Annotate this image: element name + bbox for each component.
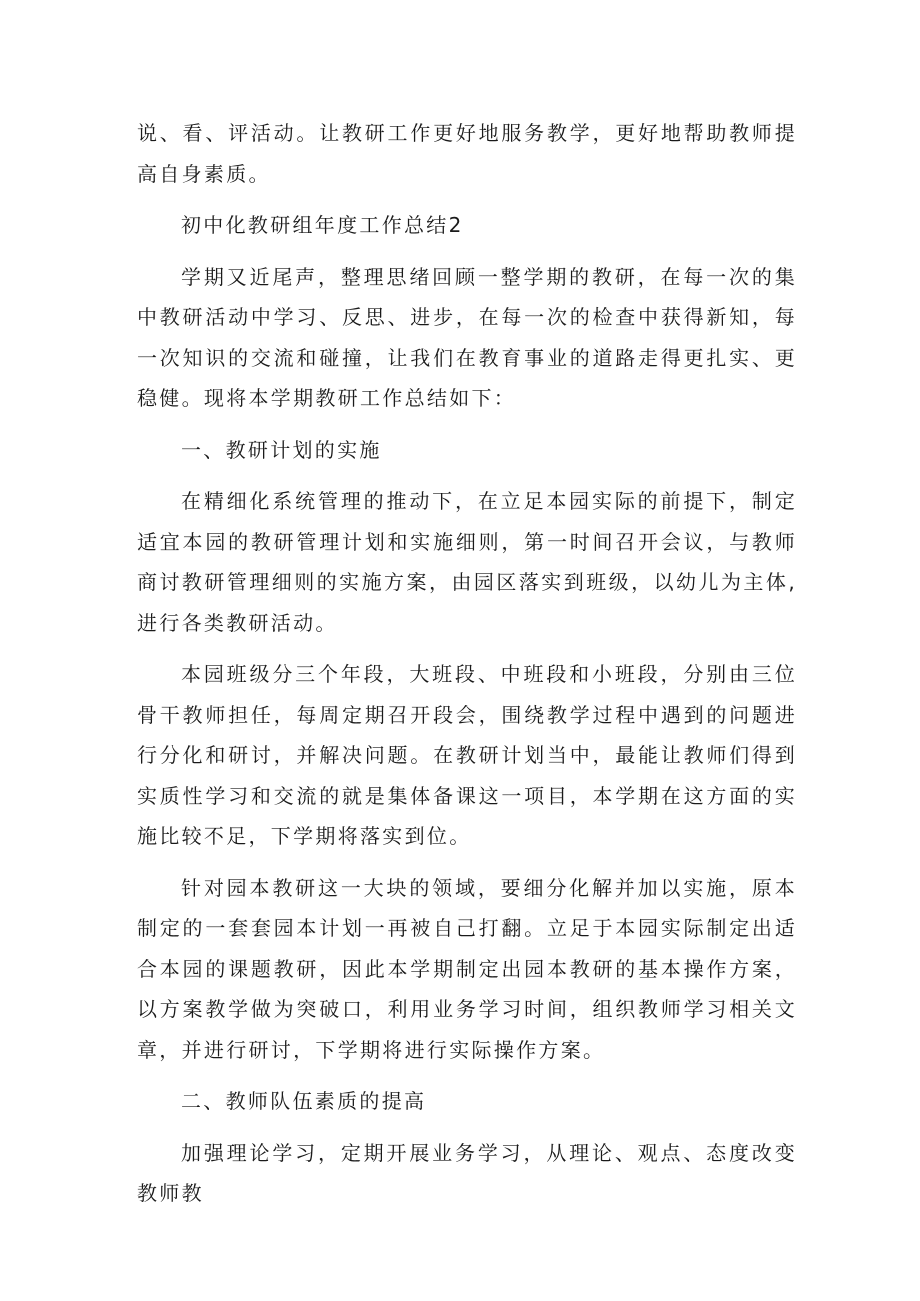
- section-heading-plan-implementation: 一、教研计划的实施: [181, 437, 382, 462]
- section-heading-teacher-quality: 二、教师队伍素质的提高: [181, 1089, 427, 1113]
- paragraph-plan-1: 在精细化系统管理的推动下，在立足本园实际的前提下，制定适宜本园的教研管理计划和实施细则，第一时间召开会议，与教师商讨教研管理细则的实施方案，由园区落实到班级，以幼儿为主体,进行各类教研活动。: [137, 489, 797, 635]
- document-body: [137, 113, 797, 1225]
- paragraph-continuation: 说、看、评活动。让教研工作更好地服务教学，更好地帮助教师提高自身素质。: [137, 121, 797, 186]
- paragraph-plan-3: 针对园本教研这一大块的领域，要细分化解并加以实施，原本制定的一套套园本计划一再被自己打翻。立足于本园实际制定出适合本园的课题教研，因此本学期制定出园本教研的基本操作方案，以方案教学做为突破口，利用业务学习时间，组织教师学习相关文章，并进行研讨，下学期将进行实际操作方案。: [137, 875, 797, 1062]
- paragraph-intro: 学期又近尾声，整理思绪回顾一整学期的教研，在每一次的集中教研活动中学习、反思、进步，在每一次的检查中获得新知，每一次知识的交流和碰撞，让我们在教育事业的道路走得更扎实、更稳健。现将本学期教研工作总结如下：: [137, 264, 797, 410]
- section-title-summary-2: 初中化教研组年度工作总结2: [181, 213, 464, 237]
- paragraph-teacher-quality-1: 加强理论学习，定期开展业务学习，从理论、观点、态度改变教师教: [137, 1140, 797, 1205]
- paragraph-plan-2: 本园班级分三个年段，大班段、中班段和小班段，分别由三位骨干教师担任，每周定期召开段会，围绕教学过程中遇到的问题进行分化和研讨，并解决问题。在教研计划当中，最能让教师们得到实质性学习和交流的就是集体备课这一项目，本学期在这方面的实施比较不足，下学期将落实到位。: [137, 662, 797, 848]
